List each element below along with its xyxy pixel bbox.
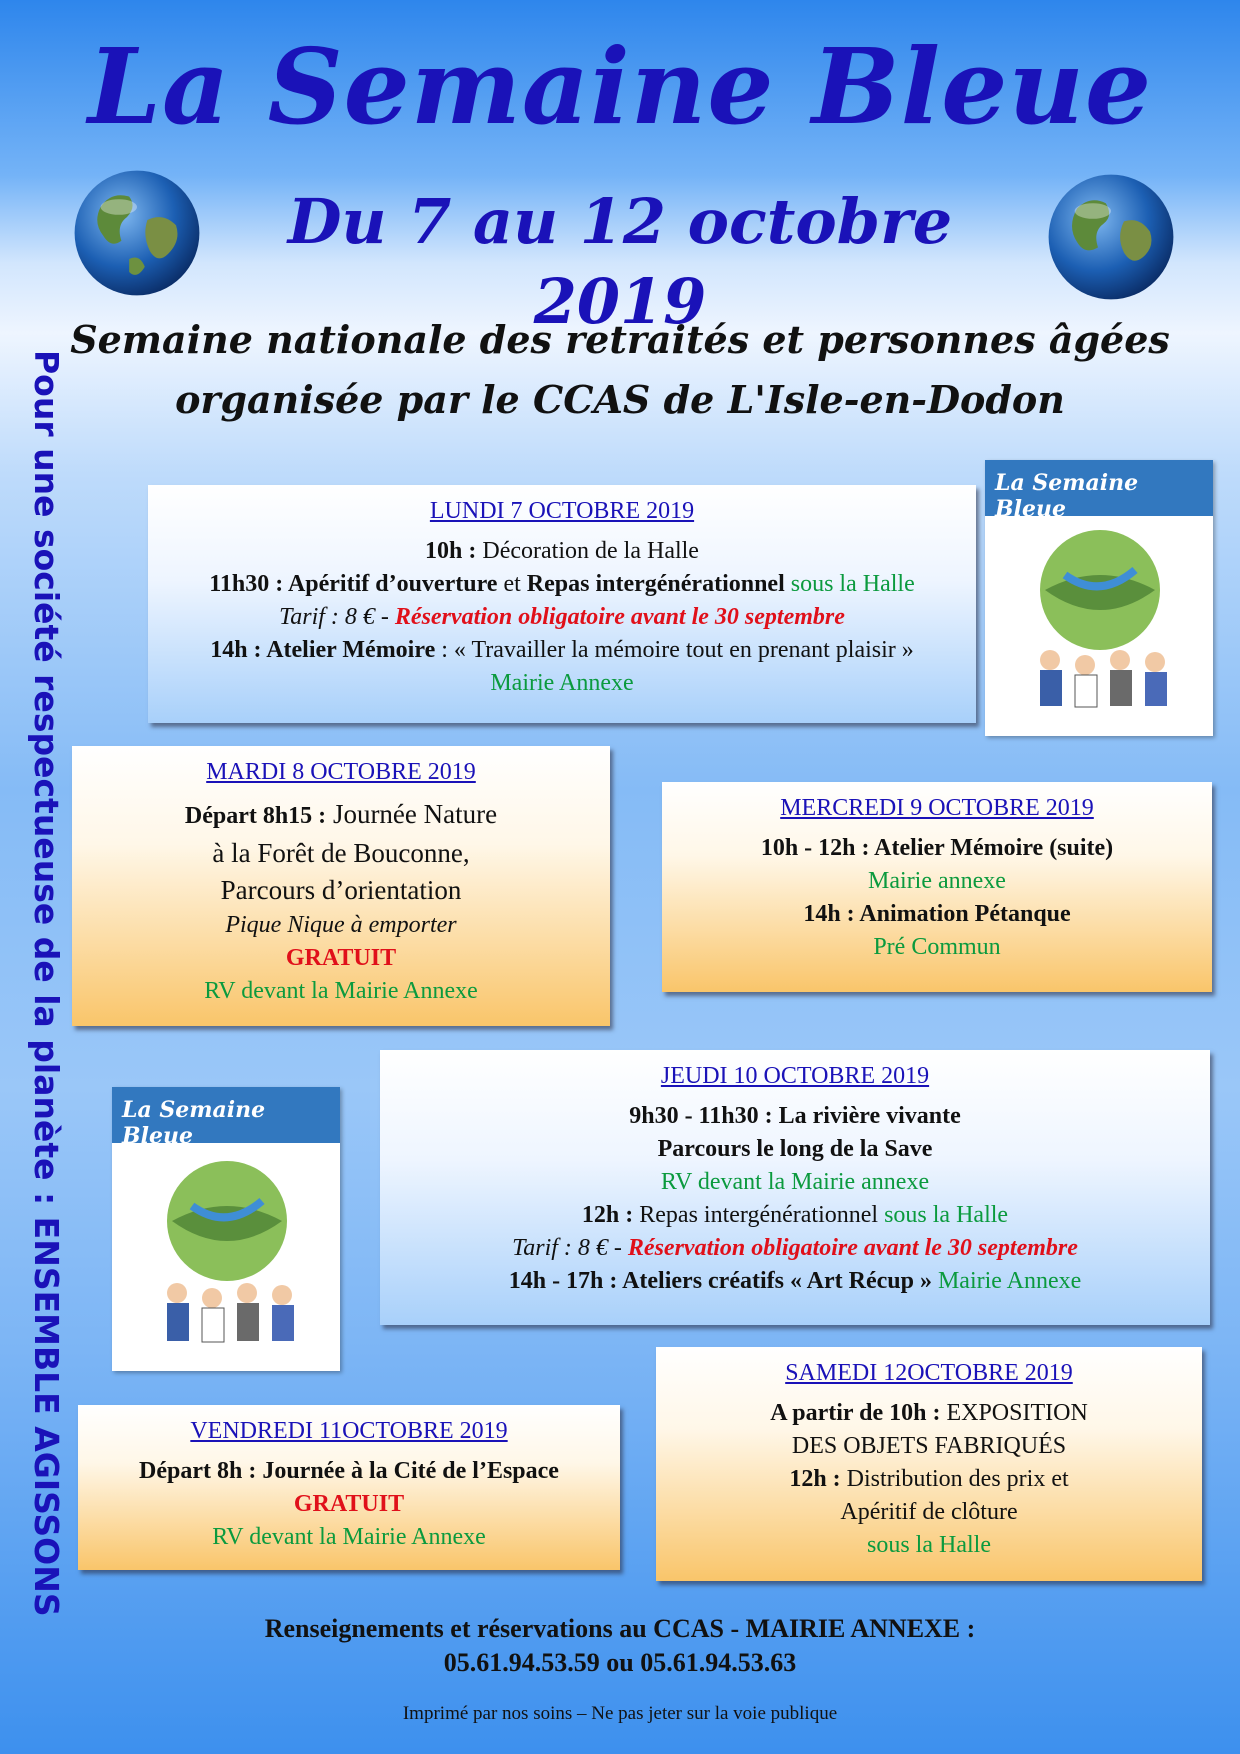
globe-icon <box>1046 172 1176 302</box>
subtitle-line: organisée par le CCAS de L'Isle-en-Dodon <box>175 377 1065 422</box>
day-heading: LUNDI 7 OCTOBRE 2019 <box>429 498 695 524</box>
day-card-jeudi <box>380 1050 1210 1325</box>
schedule-place: Pré Commun <box>873 934 1001 960</box>
day-card-mardi <box>72 746 610 1026</box>
poster-title: La Semaine Bleue <box>122 1097 266 1149</box>
schedule-line: 11h30 : Apéritif d’ouverture et Repas intergénérationnel sous la Halle <box>209 571 915 597</box>
schedule-line: Départ 8h15 : Journée Nature <box>184 799 498 829</box>
illustration-icon <box>1005 520 1195 710</box>
semaine-bleue-poster <box>112 1087 340 1371</box>
globe-icon <box>72 168 202 298</box>
schedule-place: Mairie annexe <box>868 868 1006 894</box>
schedule-place: Mairie Annexe <box>490 670 634 696</box>
event-dates: Du 7 au 12 octobre 2019 <box>287 185 953 338</box>
day-card-samedi <box>656 1347 1202 1581</box>
page-title: La Semaine Bleue <box>87 25 1153 148</box>
day-heading: SAMEDI 12OCTOBRE 2019 <box>785 1360 1073 1386</box>
free-label: GRATUIT <box>285 945 397 971</box>
day-heading: JEUDI 10 OCTOBRE 2019 <box>660 1063 930 1089</box>
schedule-line: Parcours le long de la Save <box>657 1136 933 1162</box>
poster-header <box>112 1087 340 1149</box>
subtitle <box>50 310 1190 430</box>
contact-line: Renseignements et réservations au CCAS - MAIRIE ANNEXE : <box>264 1614 976 1643</box>
illustration-icon <box>132 1149 322 1345</box>
schedule-line: Parcours d’orientation <box>220 875 462 905</box>
schedule-line: 10h : Décoration de la Halle <box>425 538 699 564</box>
schedule-line: Tarif : 8 € - Réservation obligatoire avant le 30 septembre <box>279 604 845 630</box>
schedule-line: 10h - 12h : Atelier Mémoire (suite) <box>760 835 1114 861</box>
poster-title: La Semaine Bleue <box>995 470 1139 522</box>
schedule-line: 12h : Repas intergénérationnel sous la Halle <box>581 1202 1009 1228</box>
semaine-bleue-poster <box>985 460 1213 736</box>
schedule-line: 14h : Atelier Mémoire : « Travailler la mémoire tout en prenant plaisir » <box>210 637 914 663</box>
schedule-place: RV devant la Mairie Annexe <box>212 1524 486 1550</box>
day-heading: MARDI 8 OCTOBRE 2019 <box>206 759 476 785</box>
schedule-line: Départ 8h : Journée à la Cité de l’Espace <box>139 1458 559 1484</box>
schedule-line: 12h : Distribution des prix et <box>789 1466 1069 1492</box>
day-heading: VENDREDI 11OCTOBRE 2019 <box>190 1418 508 1444</box>
schedule-line: DES OBJETS FABRIQUÉS <box>791 1433 1067 1459</box>
poster-header <box>985 460 1213 522</box>
side-slogan: Pour une société respectueuse de la planète : ENSEMBLE AGISSONS <box>27 350 66 1617</box>
subtitle-line: Semaine nationale des retraités et personnes âgées <box>70 317 1170 362</box>
schedule-line: Apéritif de clôture <box>840 1499 1018 1525</box>
schedule-line: Tarif : 8 € - Réservation obligatoire avant le 30 septembre <box>512 1235 1078 1261</box>
schedule-line: 14h - 17h : Ateliers créatifs « Art Récup » Mairie Annexe <box>508 1268 1082 1294</box>
schedule-place: RV devant la Mairie Annexe <box>204 978 478 1004</box>
schedule-place: RV devant la Mairie annexe <box>660 1169 930 1195</box>
print-note: Imprimé par nos soins – Ne pas jeter sur la voie publique <box>402 1703 838 1724</box>
schedule-place: sous la Halle <box>867 1532 991 1558</box>
schedule-line: à la Forêt de Bouconne, <box>212 838 470 868</box>
phone-numbers: 05.61.94.53.59 ou 05.61.94.53.63 <box>443 1648 797 1677</box>
day-card-vendredi <box>78 1405 620 1570</box>
day-card-mercredi <box>662 782 1212 992</box>
contact-info <box>0 1612 1240 1680</box>
schedule-line: Pique Nique à emporter <box>225 912 457 938</box>
schedule-line: A partir de 10h : EXPOSITION <box>770 1400 1088 1426</box>
day-card-lundi <box>148 485 976 723</box>
schedule-line: 14h : Animation Pétanque <box>803 901 1071 927</box>
free-label: GRATUIT <box>293 1491 405 1517</box>
day-heading: MERCREDI 9 OCTOBRE 2019 <box>780 795 1094 821</box>
schedule-line: 9h30 - 11h30 : La rivière vivante <box>629 1103 961 1129</box>
